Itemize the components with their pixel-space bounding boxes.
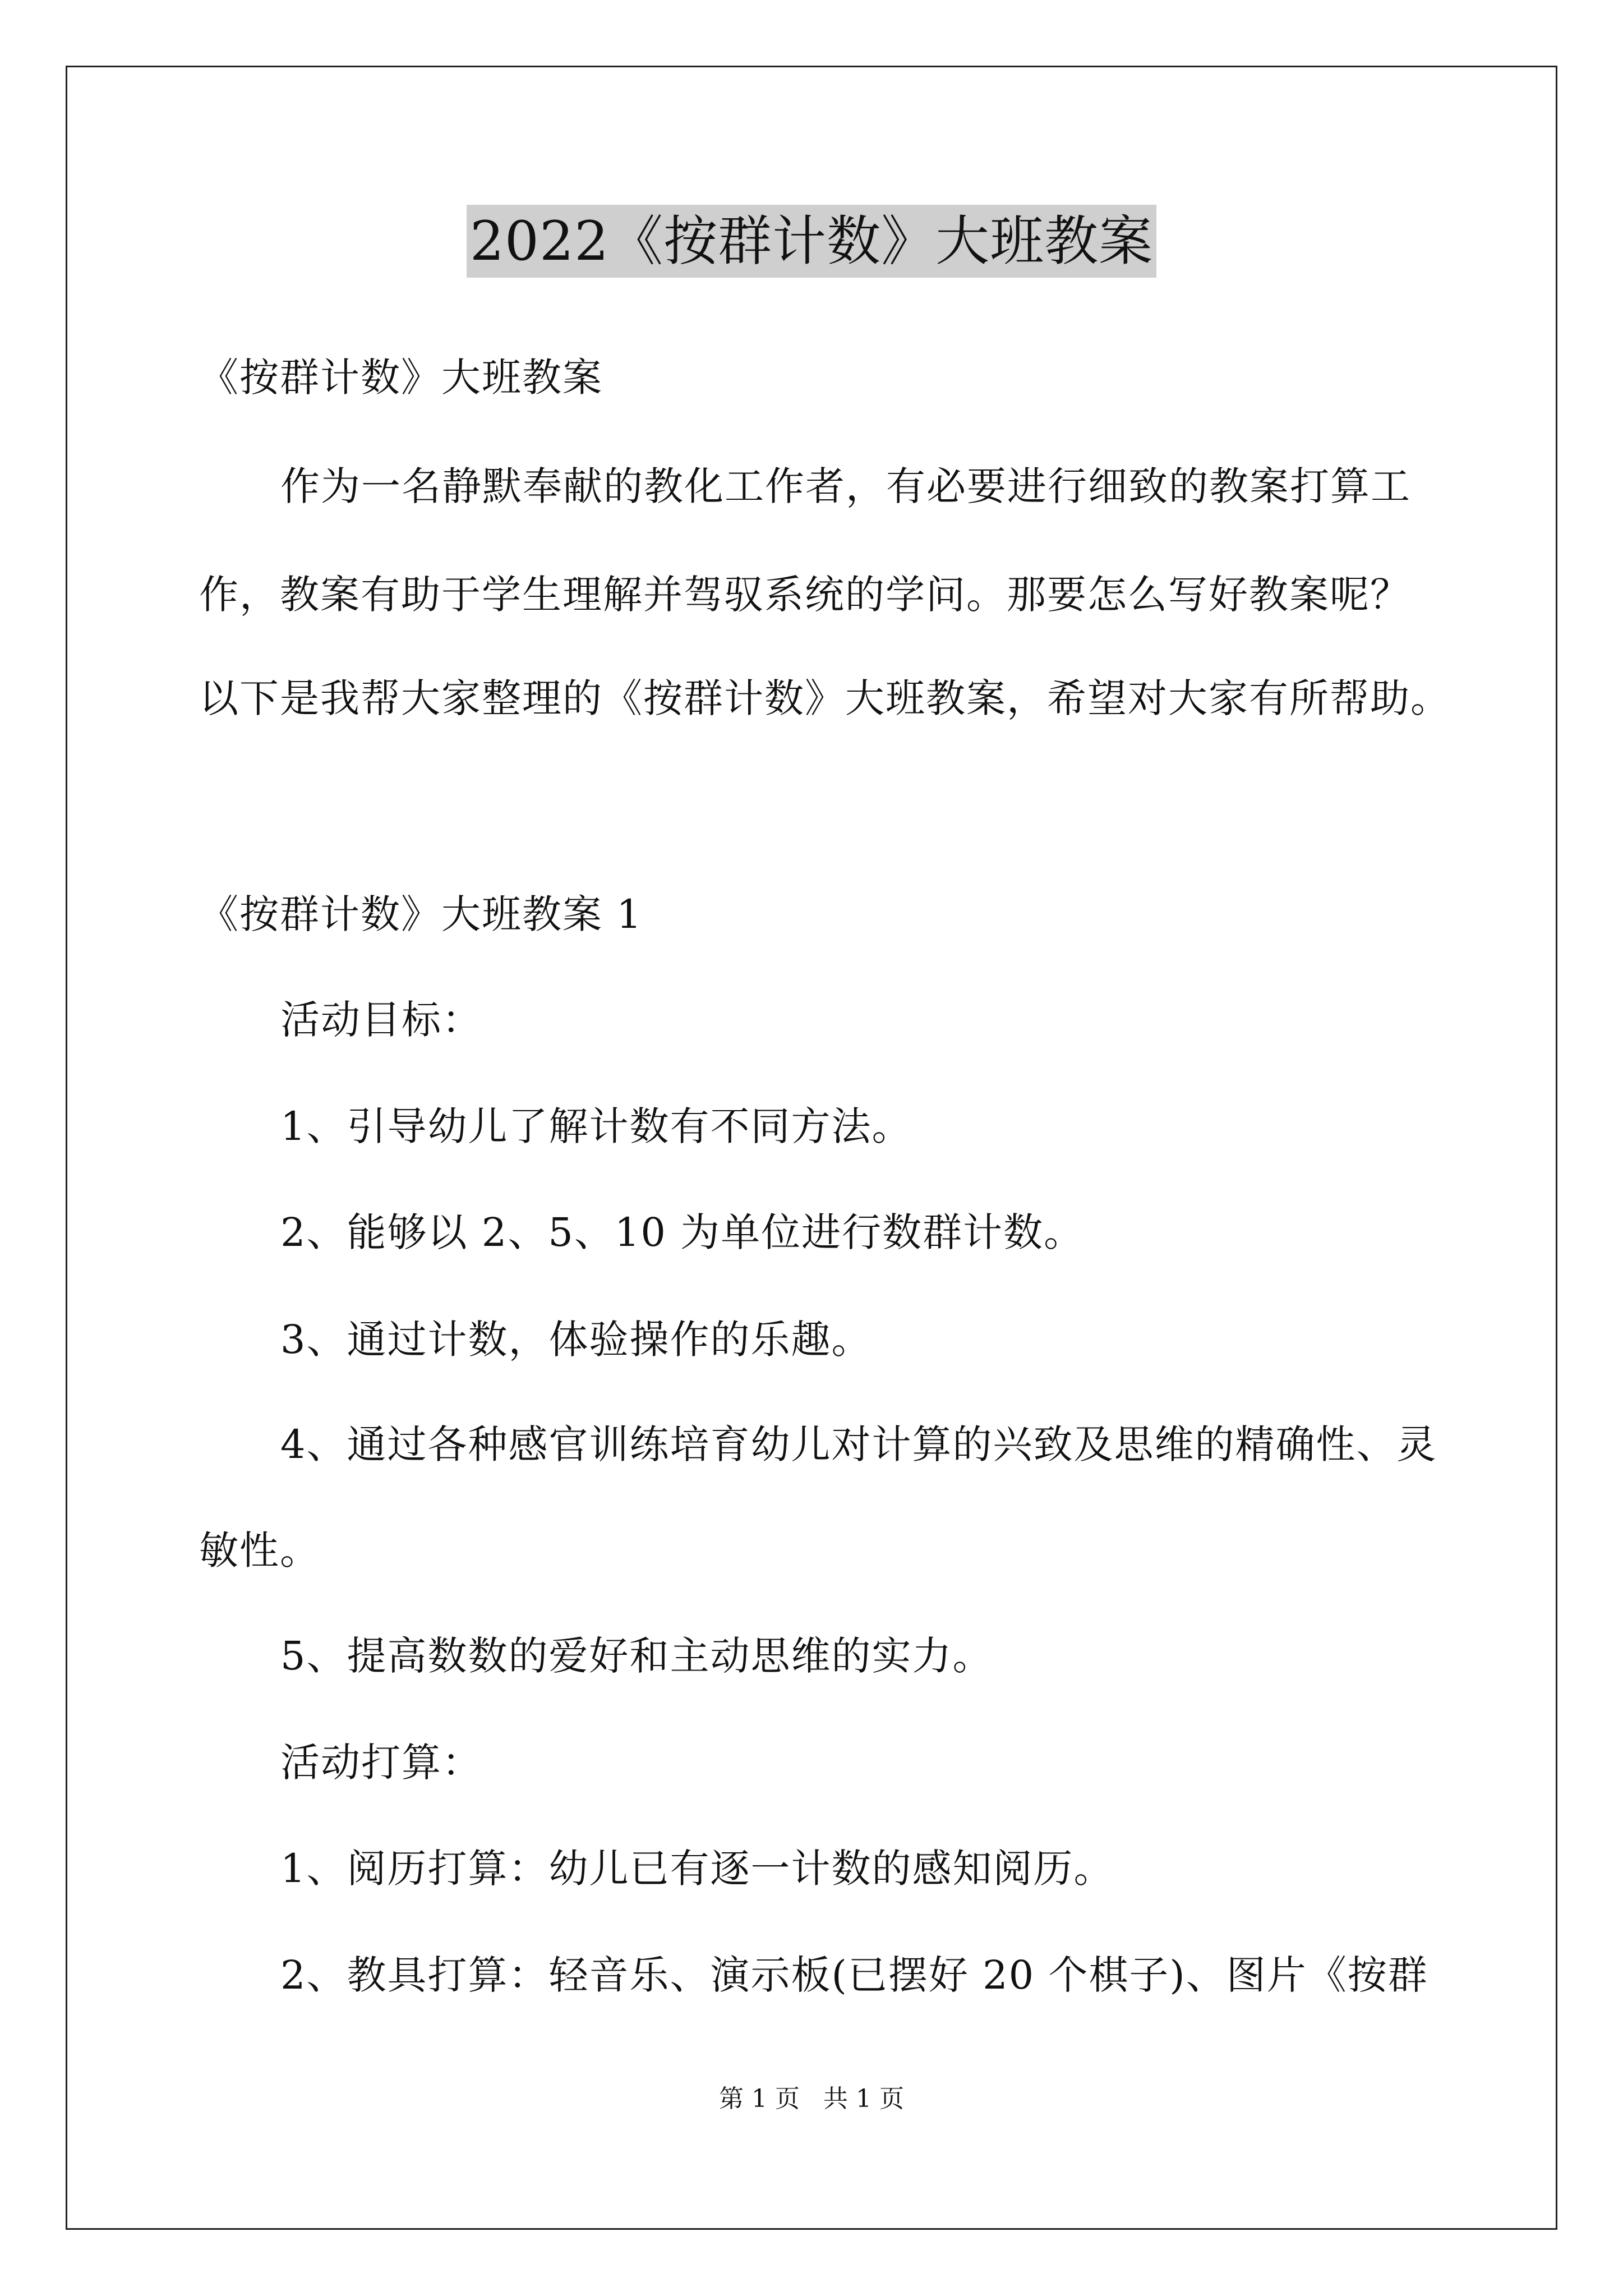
page-footer: 第 1 页 共 1 页	[719, 2085, 904, 2113]
goal-item-5: 5、提高数数的爱好和主动思维的实力。	[280, 1633, 993, 1679]
goal-item-3: 3、通过计数，体验操作的乐趣。	[280, 1317, 872, 1363]
title-container	[0, 205, 1623, 278]
goal-item-1: 1、引导幼儿了解计数有不同方法。	[280, 1103, 912, 1149]
goal-item-2: 2、能够以 2、5、10 为单位进行数群计数。	[280, 1209, 1085, 1255]
goal-item-4: 4、通过各种感官训练培育幼儿对计算的兴致及思维的精确性、灵	[280, 1421, 1437, 1467]
document-title: 2022《按群计数》大班教案	[467, 205, 1156, 278]
prep-heading: 活动打算：	[280, 1740, 482, 1786]
subtitle-line: 《按群计数》大班教案	[199, 355, 603, 401]
section-heading: 《按群计数》大班教案 1	[199, 891, 643, 937]
prep-item-1: 1、阅历打算：幼儿已有逐一计数的感知阅历。	[280, 1846, 1114, 1892]
goals-heading: 活动目标：	[280, 997, 482, 1043]
goal-item-4-cont: 敏性。	[199, 1527, 320, 1573]
intro-line-3: 以下是我帮大家整理的《按群计数》大班教案，希望对大家有所帮助。	[199, 675, 1451, 721]
intro-line-2: 作，教案有助于学生理解并驾驭系统的学问。那要怎么写好教案呢？	[199, 572, 1410, 618]
intro-line-1: 作为一名静默奉献的教化工作者，有必要进行细致的教案打算工	[280, 463, 1411, 509]
prep-item-2: 2、教具打算：轻音乐、演示板(已摆好 20 个棋子)、图片《按群	[280, 1952, 1428, 1998]
